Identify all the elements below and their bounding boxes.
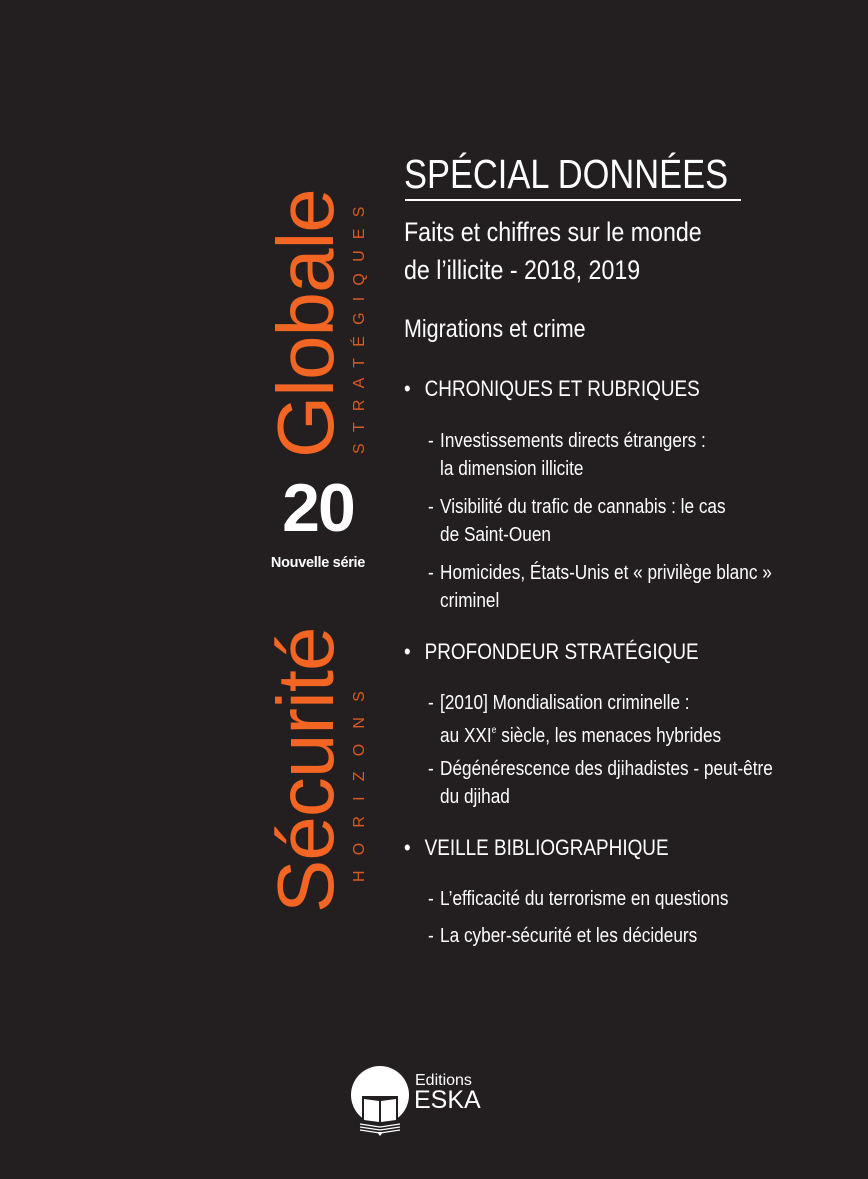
masthead-word-globale: Globale [261,189,350,458]
toc-item: - Visibilité du trafic de cannabis : le cas de Saint-Ouen [428,496,726,546]
toc-item: - Dégénérescence des djihadistes - peut-être du djihad [428,758,773,808]
bullet-icon: • [404,639,411,664]
section-title: VEILLE BIBLIOGRAPHIQUE [424,835,669,860]
subtitle-line-1: Faits et chiffres sur le monde [404,217,702,247]
title-underline [405,199,741,201]
issue-number: 20 [282,470,354,546]
bullet-icon: • [404,376,411,401]
masthead-word-securite: Sécurité [261,627,350,913]
publisher-name-line2: ESKA [414,1086,481,1114]
toc-item: - L’efficacité du terrorisme en questions [428,888,729,910]
section-heading [404,376,700,402]
toc-item: - Investissements directs étrangers : la dimension illicite [428,430,706,480]
bullet-icon: • [404,835,411,860]
subtitle-line-2: de l’illicite - 2018, 2019 [404,255,641,285]
toc-item: - La cyber-sécurité et les décideurs [428,925,698,947]
theme-line: Migrations et crime [404,315,586,343]
masthead-tag-strategiques: STRATÉGIQUES [351,195,368,454]
open-book-icon [351,1066,409,1142]
cover-title: SPÉCIAL DONNÉES [404,151,729,197]
toc-item: - [2010] Mondialisation criminelle : au XXIe siècle, les menaces hybrides [428,692,722,747]
issue-series-label: Nouvelle série [270,555,366,571]
publisher-logo [351,1066,409,1124]
section-title: PROFONDEUR STRATÉGIQUE [424,639,699,664]
section-title: CHRONIQUES ET RUBRIQUES [424,376,700,401]
toc-item: - Homicides, États-Unis et « privilège blanc » criminel [428,562,772,612]
publisher-name-line1: Editions [415,1072,472,1089]
section-heading [404,639,699,665]
section-heading [404,835,669,861]
masthead-tag-horizons: HORIZONS [351,675,368,882]
